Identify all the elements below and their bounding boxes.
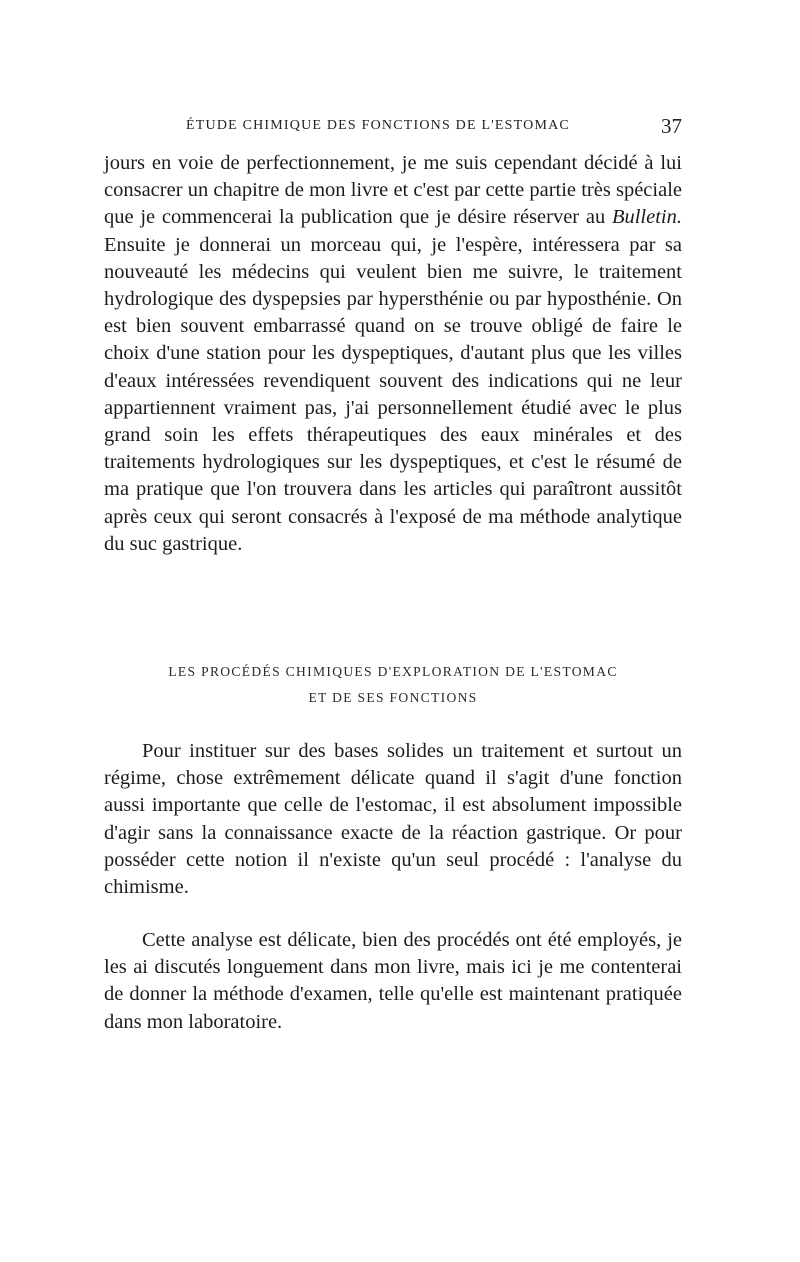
- paragraph-intro-text: [104, 150, 682, 558]
- page-header: [104, 114, 682, 142]
- bulletin-italic: Bulletin.: [611, 206, 682, 229]
- paragraph-analysis-method-text: Cette analyse est délicate, bien des procédés ont été employés, je les ai discutés longuement dans mon livre, mais ici je me contenterai de donner la méthode d'examen, telle qu'elle est maintenant pratiquée dans mon laboratoire.: [104, 929, 682, 1033]
- page-number: 37: [661, 114, 682, 138]
- paragraph-intro-part2: Ensuite je donnerai un morceau qui, je l'espère, intéressera par sa nouveauté les médecins qui veulent bien me suivre, le traitement hydrologique des dyspepsies par hypersthénie ou par hyposthénie. On est bien souvent embarrassé quand on se trouve obligé de faire le choix d'une station pour les dyspeptiques, d'autant plus que les villes d'eaux intéressées revendiquent souvent des indications qui ne leur appartiennent vraiment pas, j'ai personnellement étudié avec le plus grand soin les effets thérapeutiques des eaux minérales et des traitements hydrologiques sur les dyspeptiques, et c'est le résumé de ma pratique que l'on trouvera dans les articles qui paraîtront aussitôt après ceux qui seront consacrés à l'exposé de ma méthode analytique du suc gastrique.: [104, 233, 682, 555]
- running-title: ÉTUDE CHIMIQUE DES FONCTIONS DE L'ESTOMAC: [186, 118, 570, 133]
- section-title-line2: ET DE SES FONCTIONS: [308, 690, 478, 705]
- section-title-line1: LES PROCÉDÉS CHIMIQUES D'EXPLORATION DE L'ESTOMAC: [168, 664, 618, 679]
- paragraph-intro: [104, 150, 682, 558]
- paragraph-analysis-need-text: Pour instituer sur des bases solides un traitement et surtout un régime, chose extrêmement délicate quand il s'agit d'une fonction aussi importante que celle de l'estomac, il est absolument impossible d'agir sans la connaissance exacte de la réaction gastrique. Or pour posséder cette notion il n'existe qu'un seul procédé : l'analyse du chimisme.: [104, 740, 682, 899]
- paragraph-analysis-method: [104, 927, 682, 1036]
- paragraph-intro-part1: jours en voie de perfectionnement, je me suis cependant décidé à lui consacrer un chapitre de mon livre et c'est par cette partie très spéciale que je commencerai la publication que je désire réserver au: [104, 152, 682, 229]
- paragraph-analysis-need: [104, 738, 682, 901]
